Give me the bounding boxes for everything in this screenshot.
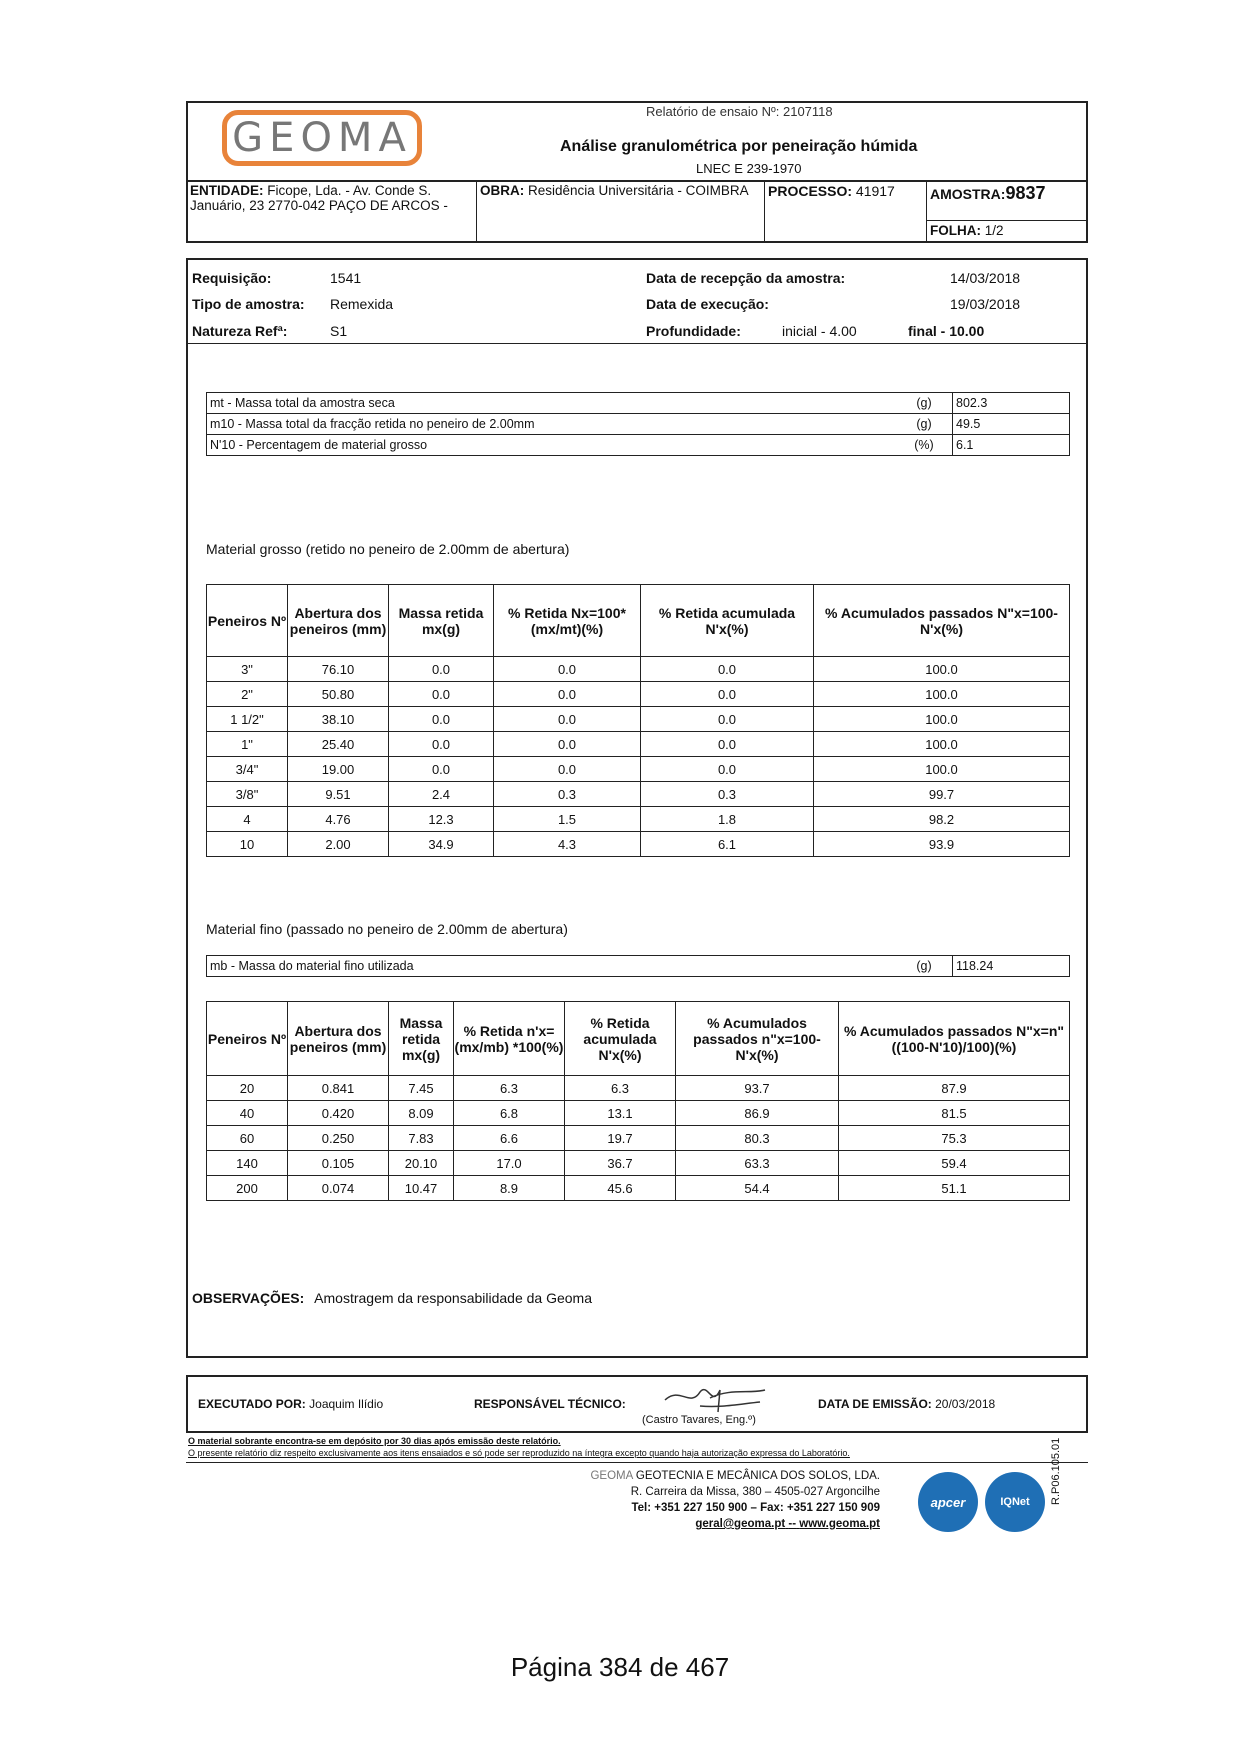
mass-unit: (g) xyxy=(896,414,953,435)
coarse-header: % Retida acumulada N'x(%) xyxy=(641,585,814,657)
table-row xyxy=(207,757,1070,782)
processo-value: 41917 xyxy=(855,183,895,199)
table-cell: 34.9 xyxy=(389,832,494,857)
table-cell: 0.0 xyxy=(641,657,814,682)
table-cell: 0.0 xyxy=(641,682,814,707)
mass-label: mt - Massa total da amostra seca xyxy=(207,393,897,414)
executado-label: EXECUTADO POR: xyxy=(198,1397,306,1411)
table-row xyxy=(207,657,1070,682)
mass-row xyxy=(207,393,1070,414)
table-cell: 0.0 xyxy=(641,732,814,757)
table-cell: 1.5 xyxy=(494,807,641,832)
mass-value: 802.3 xyxy=(953,393,1070,414)
table-cell: 76.10 xyxy=(288,657,389,682)
company-web[interactable]: www.geoma.pt xyxy=(799,1518,880,1530)
report-number: Relatório de ensaio Nº: 2107118 xyxy=(646,104,833,119)
company-email[interactable]: geral@geoma.pt xyxy=(695,1518,786,1530)
table-cell: 0.0 xyxy=(641,707,814,732)
table-cell: 54.4 xyxy=(676,1176,839,1201)
emissao xyxy=(818,1397,995,1411)
responsavel-label: RESPONSÁVEL TÉCNICO: xyxy=(474,1397,626,1411)
table-cell: 0.0 xyxy=(494,757,641,782)
table-cell: 0.0 xyxy=(494,732,641,757)
emissao-label: DATA DE EMISSÃO: xyxy=(818,1397,932,1411)
amostra-block xyxy=(930,183,1045,204)
note-2: O presente relatório diz respeito exclusivamente aos itens ensaiados e só pode ser reproduzido na íntegra excepto quando haja autorização expressa do Laboratório. xyxy=(188,1448,850,1458)
fine-header: % Acumulados passados N"x=n"((100-N'10)/100)(%) xyxy=(839,1002,1070,1076)
mass-unit: (g) xyxy=(896,393,953,414)
company-phone: Tel: +351 227 150 900 – Fax: +351 227 150 909 xyxy=(631,1502,880,1514)
final-value: final - 10.00 xyxy=(908,323,985,339)
execucao-value: 19/03/2018 xyxy=(950,296,1021,312)
table-cell: 100.0 xyxy=(814,757,1070,782)
table-cell: 40 xyxy=(207,1101,288,1126)
table-cell: 7.83 xyxy=(389,1126,454,1151)
table-cell: 13.1 xyxy=(565,1101,676,1126)
standard: LNEC E 239-1970 xyxy=(696,161,802,176)
coarse-table xyxy=(206,584,1070,857)
table-cell: 20.10 xyxy=(389,1151,454,1176)
emissao-value: 20/03/2018 xyxy=(935,1397,996,1411)
mb-unit: (g) xyxy=(896,956,953,977)
table-row xyxy=(207,782,1070,807)
table-cell: 19.00 xyxy=(288,757,389,782)
coarse-header: % Retida Nx=100*(mx/mt)(%) xyxy=(494,585,641,657)
fine-header: % Acumulados passados n"x=100-N'x(%) xyxy=(676,1002,839,1076)
mb-table xyxy=(206,955,1070,977)
table-cell: 1" xyxy=(207,732,288,757)
requisicao-label: Requisição: xyxy=(192,270,272,286)
note-1: O material sobrante encontra-se em depósito por 30 dias após emissão deste relatório. xyxy=(188,1436,561,1446)
table-cell: 0.074 xyxy=(288,1176,389,1201)
entity-block xyxy=(190,183,472,213)
profundidade-label: Profundidade: xyxy=(646,323,741,339)
company-sep: -- xyxy=(788,1518,797,1530)
table-cell: 87.9 xyxy=(839,1076,1070,1101)
obra-label: OBRA: xyxy=(480,183,525,198)
tipo-value: Remexida xyxy=(330,296,394,312)
coarse-header: Abertura dos peneiros (mm) xyxy=(288,585,389,657)
inicial-value: inicial - 4.00 xyxy=(782,323,857,339)
table-cell: 2.00 xyxy=(288,832,389,857)
folha-label: FOLHA: xyxy=(930,223,981,238)
table-row xyxy=(207,682,1070,707)
table-cell: 19.7 xyxy=(565,1126,676,1151)
tipo-label: Tipo de amostra: xyxy=(192,296,305,312)
table-cell: 75.3 xyxy=(839,1126,1070,1151)
apcer-logo xyxy=(918,1472,978,1532)
entity-value: Ficope, Lda. - Av. Conde S. Januário, 23 2770-042 PAÇO DE ARCOS - xyxy=(190,183,448,213)
fine-header: Massa retida mx(g) xyxy=(389,1002,454,1076)
company-block xyxy=(520,1468,880,1532)
table-cell: 10 xyxy=(207,832,288,857)
table-cell: 0.0 xyxy=(389,732,494,757)
company-prefix: GEOMA xyxy=(590,1470,633,1482)
mb-value: 118.24 xyxy=(953,956,1070,977)
table-row xyxy=(207,807,1070,832)
table-cell: 98.2 xyxy=(814,807,1070,832)
coarse-header: % Acumulados passados N"x=100-N'x(%) xyxy=(814,585,1070,657)
table-cell: 80.3 xyxy=(676,1126,839,1151)
table-cell: 50.80 xyxy=(288,682,389,707)
table-cell: 7.45 xyxy=(389,1076,454,1101)
table-cell: 0.0 xyxy=(389,657,494,682)
table-cell: 45.6 xyxy=(565,1176,676,1201)
table-cell: 86.9 xyxy=(676,1101,839,1126)
table-cell: 0.250 xyxy=(288,1126,389,1151)
mass-unit: (%) xyxy=(896,435,953,456)
table-row xyxy=(207,1076,1070,1101)
coarse-header: Massa retida mx(g) xyxy=(389,585,494,657)
table-row xyxy=(207,1176,1070,1201)
table-row xyxy=(207,707,1070,732)
mass-value: 6.1 xyxy=(953,435,1070,456)
iqnet-logo xyxy=(985,1472,1045,1532)
mass-label: N'10 - Percentagem de material grosso xyxy=(207,435,897,456)
fine-title: Material fino (passado no peneiro de 2.00mm de abertura) xyxy=(206,921,568,937)
requisicao-value: 1541 xyxy=(330,270,362,286)
apcer-text: apcer xyxy=(930,1494,966,1510)
logo-text: GEOMA xyxy=(232,115,412,161)
table-cell: 3" xyxy=(207,657,288,682)
mass-table xyxy=(206,392,1070,456)
table-cell: 3/8" xyxy=(207,782,288,807)
iqnet-text: IQNet xyxy=(1000,1496,1030,1508)
table-cell: 1 1/2" xyxy=(207,707,288,732)
table-cell: 100.0 xyxy=(814,682,1070,707)
table-cell: 0.3 xyxy=(494,782,641,807)
table-cell: 12.3 xyxy=(389,807,494,832)
table-cell: 4 xyxy=(207,807,288,832)
obra-block xyxy=(480,183,760,198)
table-cell: 6.8 xyxy=(454,1101,565,1126)
mass-label: m10 - Massa total da fracção retida no peneiro de 2.00mm xyxy=(207,414,897,435)
form-code: R.P06.105.01 xyxy=(1050,1437,1062,1505)
signature-scribble xyxy=(660,1378,770,1414)
table-cell: 2" xyxy=(207,682,288,707)
folha-block xyxy=(930,223,1004,238)
execucao-label: Data de execução: xyxy=(646,296,769,312)
company-name: GEOTECNIA E MECÂNICA DOS SOLOS, LDA. xyxy=(635,1470,880,1482)
amostra-value: 9837 xyxy=(1005,183,1046,203)
mass-row xyxy=(207,435,1070,456)
geoma-logo xyxy=(222,110,422,166)
table-row xyxy=(207,832,1070,857)
table-cell: 1.8 xyxy=(641,807,814,832)
responsavel-name: (Castro Tavares, Eng.º) xyxy=(642,1414,756,1426)
table-cell: 0.3 xyxy=(641,782,814,807)
table-row xyxy=(207,1151,1070,1176)
table-cell: 8.09 xyxy=(389,1101,454,1126)
table-cell: 81.5 xyxy=(839,1101,1070,1126)
table-cell: 36.7 xyxy=(565,1151,676,1176)
fine-header: Peneiros Nº xyxy=(207,1002,288,1076)
table-cell: 99.7 xyxy=(814,782,1070,807)
table-row xyxy=(207,1101,1070,1126)
table-cell: 38.10 xyxy=(288,707,389,732)
table-cell: 20 xyxy=(207,1076,288,1101)
table-cell: 0.0 xyxy=(389,682,494,707)
table-cell: 17.0 xyxy=(454,1151,565,1176)
table-cell: 100.0 xyxy=(814,707,1070,732)
company-address: R. Carreira da Missa, 380 – 4505-027 Argoncilhe xyxy=(630,1486,880,1498)
observacoes-label: OBSERVAÇÕES: xyxy=(192,1290,305,1306)
table-cell: 8.9 xyxy=(454,1176,565,1201)
table-cell: 0.0 xyxy=(494,657,641,682)
table-cell: 9.51 xyxy=(288,782,389,807)
table-cell: 2.4 xyxy=(389,782,494,807)
obra-value: Residência Universitária - COIMBRA xyxy=(528,183,749,198)
executado-value: Joaquim Ilídio xyxy=(309,1397,384,1411)
table-cell: 200 xyxy=(207,1176,288,1201)
table-cell: 0.420 xyxy=(288,1101,389,1126)
table-cell: 0.0 xyxy=(389,707,494,732)
recepcao-value: 14/03/2018 xyxy=(950,270,1021,286)
mass-row xyxy=(207,414,1070,435)
table-cell: 100.0 xyxy=(814,732,1070,757)
table-cell: 93.7 xyxy=(676,1076,839,1101)
entity-label: ENTIDADE: xyxy=(190,183,264,198)
table-cell: 0.0 xyxy=(641,757,814,782)
fine-table xyxy=(206,1001,1070,1201)
report-title: Análise granulométrica por peneiração húmida xyxy=(560,138,918,155)
table-cell: 51.1 xyxy=(839,1176,1070,1201)
table-cell: 60 xyxy=(207,1126,288,1151)
mass-value: 49.5 xyxy=(953,414,1070,435)
recepcao-label: Data de recepção da amostra: xyxy=(646,270,846,286)
coarse-title: Material grosso (retido no peneiro de 2.00mm de abertura) xyxy=(206,541,570,557)
table-cell: 0.841 xyxy=(288,1076,389,1101)
table-cell: 0.0 xyxy=(494,707,641,732)
table-cell: 6.1 xyxy=(641,832,814,857)
fine-header: % Retida n'x=(mx/mb) *100(%) xyxy=(454,1002,565,1076)
processo-block xyxy=(768,183,895,199)
table-cell: 4.76 xyxy=(288,807,389,832)
table-cell: 0.0 xyxy=(494,682,641,707)
table-cell: 10.47 xyxy=(389,1176,454,1201)
fine-header: % Retida acumulada N'x(%) xyxy=(565,1002,676,1076)
table-cell: 0.0 xyxy=(389,757,494,782)
natureza-value: S1 xyxy=(330,323,348,339)
processo-label: PROCESSO: xyxy=(768,183,853,199)
table-cell: 6.3 xyxy=(565,1076,676,1101)
coarse-header: Peneiros Nº xyxy=(207,585,288,657)
table-cell: 6.6 xyxy=(454,1126,565,1151)
mb-label: mb - Massa do material fino utilizada xyxy=(207,956,897,977)
table-row xyxy=(207,732,1070,757)
table-cell: 63.3 xyxy=(676,1151,839,1176)
natureza-label: Natureza Refª: xyxy=(192,323,288,339)
folha-value: 1/2 xyxy=(984,223,1004,238)
executado xyxy=(198,1397,383,1411)
table-cell: 4.3 xyxy=(494,832,641,857)
table-cell: 3/4" xyxy=(207,757,288,782)
table-cell: 25.40 xyxy=(288,732,389,757)
amostra-label: AMOSTRA: xyxy=(930,186,1006,202)
fine-header: Abertura dos peneiros (mm) xyxy=(288,1002,389,1076)
observacoes-text: Amostragem da responsabilidade da Geoma xyxy=(314,1290,592,1306)
page-footer: Página 384 de 467 xyxy=(510,1652,730,1682)
table-cell: 140 xyxy=(207,1151,288,1176)
table-cell: 59.4 xyxy=(839,1151,1070,1176)
table-cell: 0.105 xyxy=(288,1151,389,1176)
observacoes xyxy=(192,1290,592,1306)
table-cell: 100.0 xyxy=(814,657,1070,682)
table-cell: 93.9 xyxy=(814,832,1070,857)
table-row xyxy=(207,1126,1070,1151)
table-cell: 6.3 xyxy=(454,1076,565,1101)
